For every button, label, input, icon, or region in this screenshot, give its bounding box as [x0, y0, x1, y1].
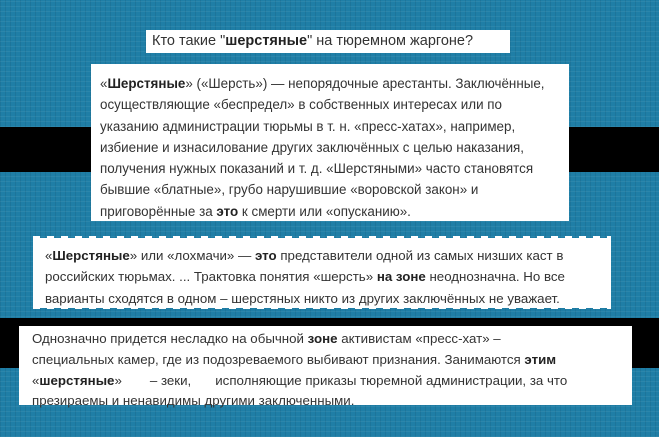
quote-2-line-2: российских тюрьмах. ... Трактовка понятия «шерсть» на зоне неоднозначна. Но все: [45, 269, 565, 285]
quote-1-line-4: избиение и изнасилование других заключённых с целью наказания,: [100, 139, 525, 155]
quote-card-caste: [33, 238, 611, 308]
quote-3-line-4: презираемы и ненавидимы другими заключенными.: [32, 393, 355, 409]
quote-1-line-3: указанию администрации тюрьмы в т. н. «пресс-хатах», например,: [100, 118, 516, 134]
title-text-pre: Кто такие ": [152, 33, 226, 49]
quote-1-line-1: «Шерстяные» («Шерсть») — непорядочные арестанты. Заключённые,: [100, 76, 545, 91]
quote-3-line-2: специальных камер, где из подозреваемого выбивают признания. Занимаются этим: [32, 351, 557, 367]
quote-1-line-7: приговорённые за это к смерти или «опусканию».: [100, 203, 411, 219]
quote-1-line-5: получения нужных показаний и т. д. «Шерстяными» часто становятся: [100, 161, 534, 177]
quote-2-line-1: «Шерстяные» или «лохмачи» — это представители одной из самых низших каст в: [45, 248, 564, 263]
page-title: [146, 30, 510, 53]
quote-card-definition: [91, 64, 569, 221]
quote-3-line-1: Однозначно придется несладко на обычной зоне активистам «пресс-хат» –: [32, 331, 501, 346]
torn-edge-bottom: [33, 306, 611, 309]
title-text-post: " на тюремном жаргоне?: [307, 33, 474, 49]
quote-3-line-3: «шерстяные» – зеки, исполняющие приказы тюремной администрации, за что: [32, 372, 568, 388]
quote-1-line-2: осуществляющие «беспредел» в собственных интересах или по: [100, 97, 502, 113]
quote-1-line-6: бывшие «блатные», грубо нарушившие «воровской закон» и: [100, 182, 479, 198]
title-text-bold: шерстяные: [225, 33, 308, 49]
torn-edge-top: [33, 236, 611, 239]
quote-card-press-hut: [19, 326, 632, 409]
quote-2-line-3: варианты сходятся в одном – шерстяных никто из других заключённых не уважает.: [45, 290, 560, 306]
